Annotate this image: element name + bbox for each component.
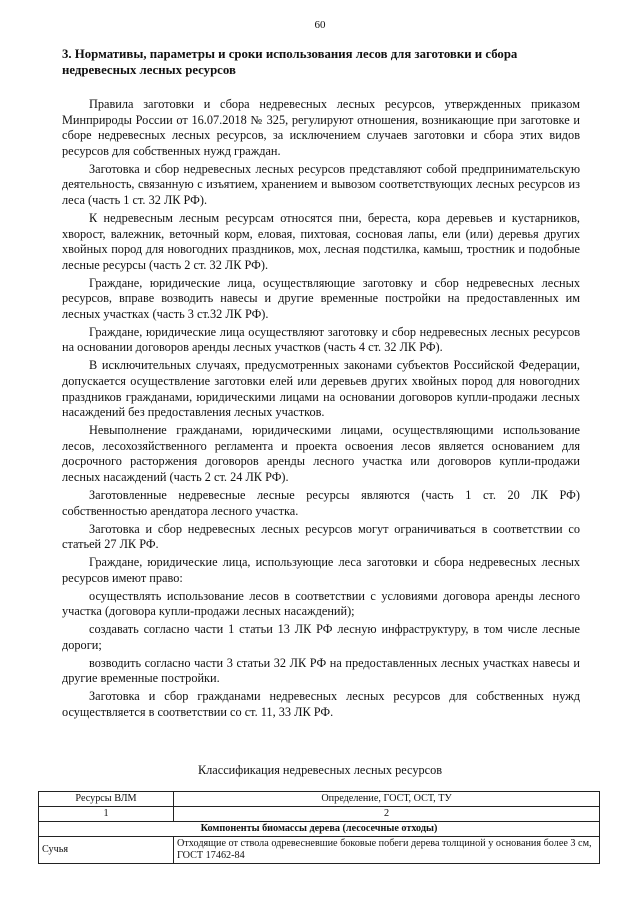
paragraph: Заготовка и сбор гражданами недревесных лесных ресурсов для собственных нужд осуществляется в соответствии со ст. 11, 33 ЛК РФ. bbox=[62, 689, 580, 720]
column-number-row bbox=[39, 807, 600, 822]
section-heading: 3. Нормативы, параметры и сроки использования лесов для заготовки и сбора недревесных лесных ресурсов bbox=[62, 47, 518, 77]
column-number: 1 bbox=[39, 807, 174, 822]
table-caption: Классификация недревесных лесных ресурсов bbox=[197, 763, 443, 777]
table-row bbox=[39, 837, 600, 864]
page-number: 60 bbox=[314, 19, 326, 31]
paragraph: Невыполнение гражданами, юридическими лицами, осуществляющими использование лесов, лесохозяйственного регламента и проекта освоения лесов является основанием для досрочного расторжения договоров аренды лесного участка или договоров купли-продажи лесных насаждений (часть 2 ст. 24 ЛК РФ). bbox=[62, 423, 580, 484]
paragraph: возводить согласно части 3 статьи 32 ЛК РФ на предоставленных лесных участках навесы и другие временные постройки. bbox=[62, 655, 580, 686]
paragraph: Заготовленные недревесные лесные ресурсы являются (часть 1 ст. 20 ЛК РФ) собственностью арендатора лесного участка. bbox=[62, 487, 580, 518]
definition-cell: Отходящие от ствола одревесневшие боковые побеги дерева толщиной у основания более 3 см, ГОСТ 17462-84 bbox=[174, 837, 600, 864]
paragraph: Заготовка и сбор недревесных лесных ресурсов представляют собой предпринимательскую деятельность, связанную с изъятием, хранением и вывозом соответствующих лесных ресурсов из леса (часть 1 ст. 32 ЛК РФ). bbox=[62, 161, 580, 207]
paragraph: Граждане, юридические лица, осуществляющие заготовку и сбор недревесных лесных ресурсов, вправе возводить навесы и другие временные постройки на предоставленных им лесных участках (часть 3 ст.32 ЛК РФ). bbox=[62, 275, 580, 321]
paragraph: В исключительных случаях, предусмотренных законами субъектов Российской Федерации, допускается осуществление заготовки елей или деревьев других хвойных пород для новогодних праздников гражданами, юридическими лицами на основании договоров купли-продажи лесных насаждений без предоставления лесных участков. bbox=[62, 358, 580, 420]
resource-cell: Сучья bbox=[39, 837, 174, 864]
paragraph: осуществлять использование лесов в соответствии с условиями договора аренды лесного участка (договора купли-продажи лесных насаждений); bbox=[62, 588, 580, 619]
group-title: Компоненты биомассы дерева (лесосечные отходы) bbox=[39, 822, 600, 837]
paragraph: создавать согласно части 1 статьи 13 ЛК РФ лесную инфраструктуру, в том числе лесные дороги; bbox=[62, 622, 580, 652]
paragraph: Граждане, юридические лица, использующие леса заготовки и сбора недревесных лесных ресурсов имеют право: bbox=[62, 555, 580, 585]
paragraph: Правила заготовки и сбора недревесных лесных ресурсов, утвержденных приказом Минприроды России от 16.07.2018 № 325, регулируют отношения, возникающие при заготовке и сборе недревесных лесных ресурсов, за исключением случаев заготовки и сбора этих видов ресурсов для собственных нужд граждан. bbox=[62, 97, 580, 158]
header-definition: Определение, ГОСТ, ОСТ, ТУ bbox=[174, 792, 600, 807]
column-number: 2 bbox=[174, 807, 600, 822]
table-header-row bbox=[39, 792, 600, 807]
resources-table bbox=[38, 791, 600, 864]
header-resources: Ресурсы ВЛМ bbox=[39, 792, 174, 807]
paragraph: К недревесным лесным ресурсам относятся пни, береста, кора деревьев и кустарников, хворост, валежник, веточный корм, еловая, пихтовая, сосновая лапы, ели (или) деревья других хвойных пород для новогодних праздников, мох, лесная подстилка, камыш, тростник и подобные лесные ресурсы (часть 2 ст. 32 ЛК РФ). bbox=[62, 210, 580, 272]
group-row bbox=[39, 822, 600, 837]
paragraph: Заготовка и сбор недревесных лесных ресурсов могут ограничиваться в соответствии со статьей 27 ЛК РФ. bbox=[62, 521, 580, 552]
paragraph: Граждане, юридические лица осуществляют заготовку и сбор недревесных лесных ресурсов на основании договоров аренды лесных участков (часть 4 ст. 32 ЛК РФ). bbox=[62, 324, 580, 355]
section-body bbox=[62, 97, 580, 723]
